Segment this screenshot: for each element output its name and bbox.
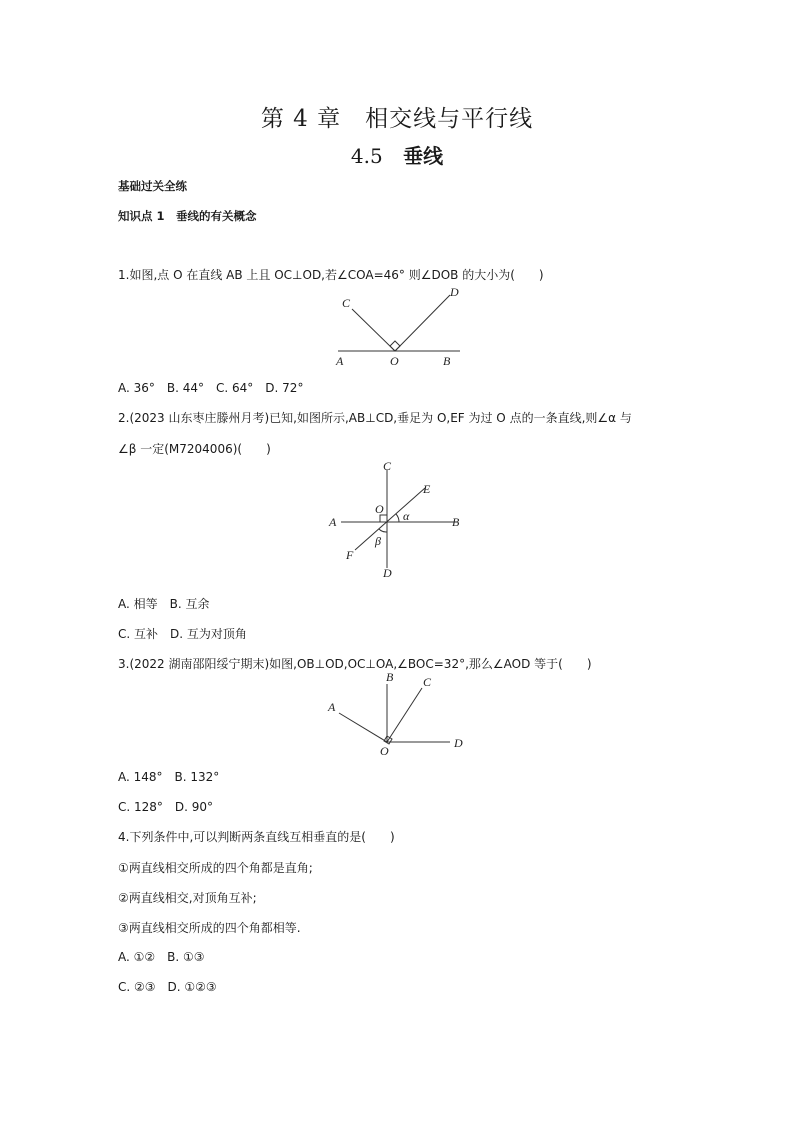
- q3-stem: 3.(2022 湖南邵阳绥宁期末)如图,OB⊥OD,OC⊥OA,∠BOC=32°,那么∠AOD 等于( ): [118, 657, 592, 671]
- line-ef: [355, 488, 425, 550]
- q2-stem-line2: ∠β 一定(M7204006)( ): [118, 442, 271, 456]
- q4-condition-2: ②两直线相交,对顶角互补;: [118, 891, 257, 905]
- q1-options: A. 36° B. 44° C. 64° D. 72°: [118, 381, 304, 395]
- q4-condition-3: ③两直线相交所成的四个角都相等.: [118, 921, 301, 935]
- q4-options-row1: A. ①② B. ①③: [118, 950, 205, 964]
- q2-figure: [325, 458, 470, 583]
- label-c: C: [423, 675, 432, 689]
- beta-arc: [379, 529, 387, 532]
- label-a: A: [329, 515, 337, 529]
- label-o: O: [380, 744, 389, 758]
- label-c: C: [383, 459, 392, 473]
- ray-oc: [387, 688, 422, 742]
- alpha-arc: [396, 514, 399, 522]
- q4-condition-1: ①两直线相交所成的四个角都是直角;: [118, 861, 313, 875]
- q1-figure: [330, 283, 470, 368]
- section-name: 垂线: [403, 144, 444, 168]
- label-d: D: [450, 285, 459, 299]
- q4-stem: 4.下列条件中,可以判断两条直线互相垂直的是( ): [118, 830, 395, 844]
- topic-heading: 知识点 1 垂线的有关概念: [118, 209, 257, 223]
- label-a: A: [328, 700, 336, 714]
- label-e: E: [423, 482, 431, 496]
- q2-stem-line1: 2.(2023 山东枣庄滕州月考)已知,如图所示,AB⊥CD,垂足为 O,EF 为过 O 点的一条直线,则∠α 与: [118, 411, 632, 425]
- q2-options-row1: A. 相等 B. 互余: [118, 597, 210, 611]
- ray-od: [395, 295, 450, 351]
- q3-figure: [322, 670, 472, 762]
- right-angle-mark: [390, 341, 400, 351]
- level-heading: 基础过关全练: [118, 179, 187, 193]
- label-beta: β: [375, 534, 381, 548]
- label-b: B: [386, 670, 394, 684]
- q3-options-row2: C. 128° D. 90°: [118, 800, 214, 814]
- label-f: F: [346, 548, 354, 562]
- chapter-title: 第 4 章 相交线与平行线: [260, 106, 534, 132]
- section-heading: [0, 140, 794, 169]
- label-o: O: [390, 354, 399, 368]
- q1-stem: 1.如图,点 O 在直线 AB 上且 OC⊥OD,若∠COA=46° 则∠DOB 的大小为( ): [118, 268, 544, 282]
- label-o: O: [375, 502, 384, 516]
- label-d: D: [454, 736, 463, 750]
- section-number: 4.5: [350, 144, 383, 168]
- ray-oc: [352, 309, 395, 351]
- label-c: C: [342, 296, 351, 310]
- q4-options-row2: C. ②③ D. ①②③: [118, 980, 217, 994]
- right-angle-mark: [380, 515, 387, 522]
- label-alpha: α: [403, 509, 410, 523]
- ray-oa: [339, 713, 387, 742]
- q3-options-row1: A. 148° B. 132°: [118, 770, 220, 784]
- label-d: D: [383, 566, 392, 580]
- label-b: B: [452, 515, 460, 529]
- label-b: B: [443, 354, 451, 368]
- q2-options-row2: C. 互补 D. 互为对顶角: [118, 627, 247, 641]
- label-a: A: [336, 354, 344, 368]
